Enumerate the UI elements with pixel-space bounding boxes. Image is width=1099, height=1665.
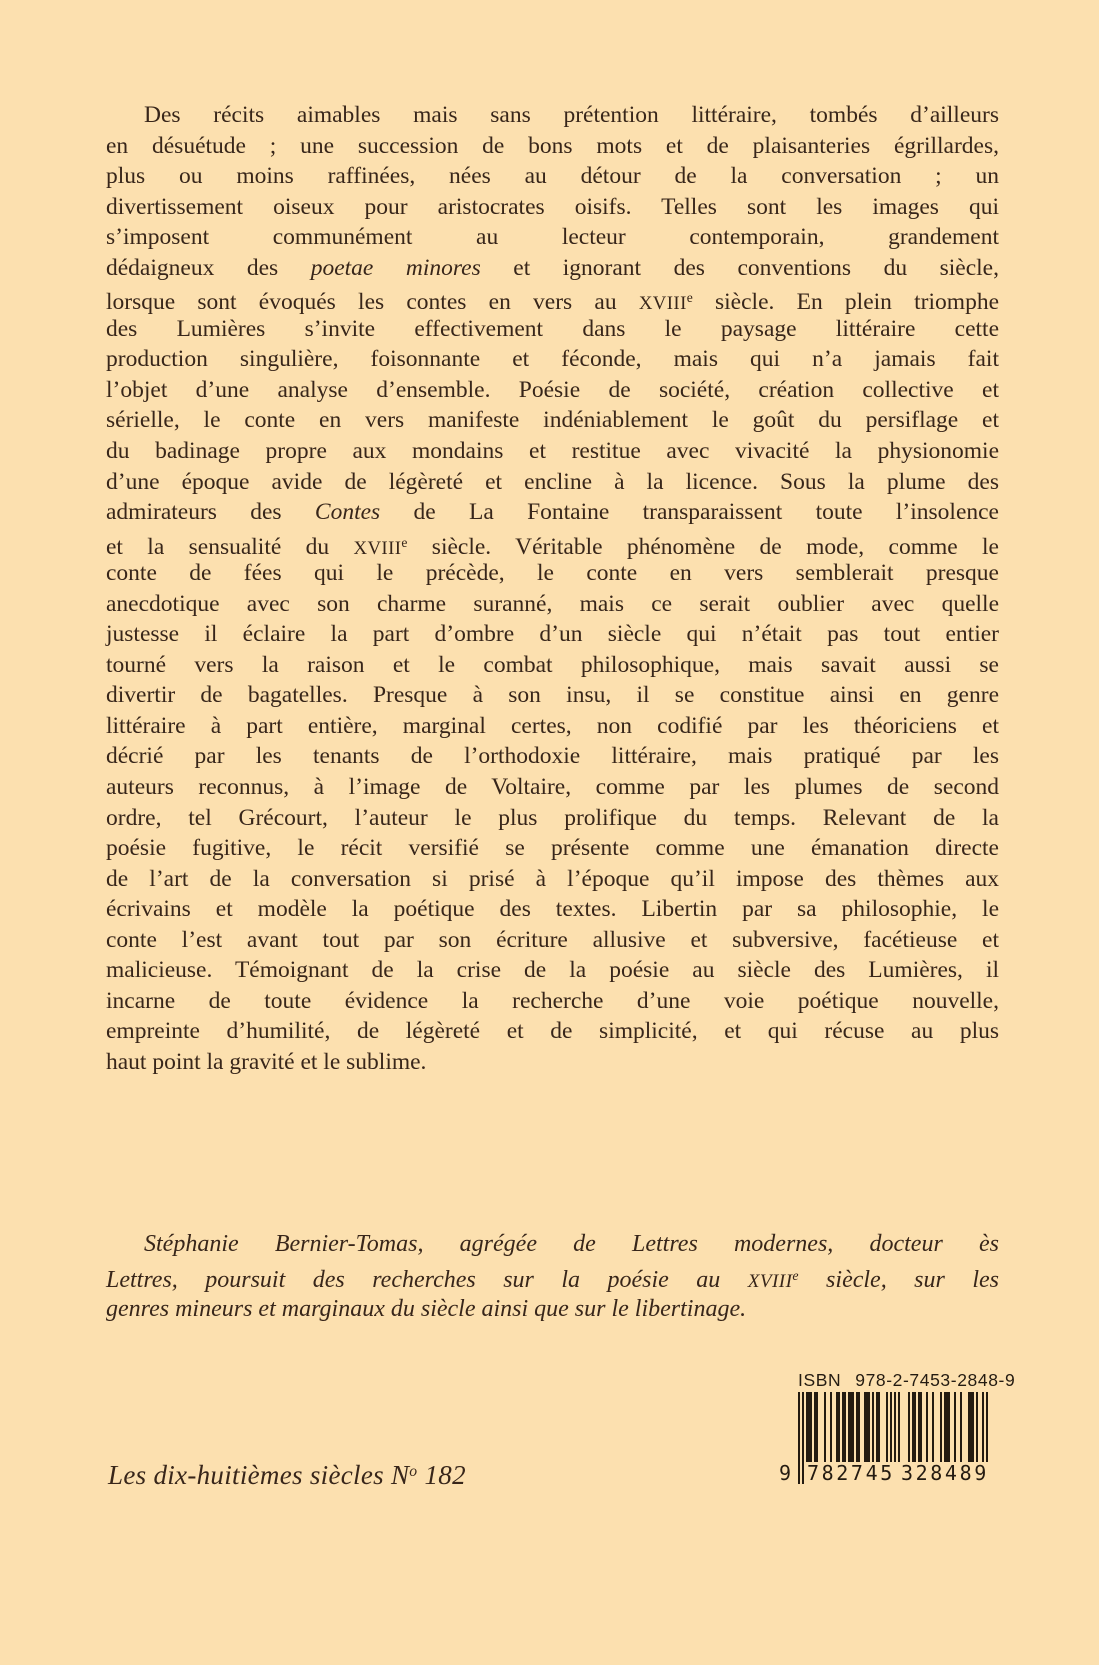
text-segment: dédaigneux des [106, 254, 311, 281]
text-segment: conte de fées qui le précède, le conte en vers semblerait presque [106, 560, 999, 587]
text-line [106, 131, 999, 162]
text-line [106, 864, 999, 895]
text-segment: poetae minores [310, 254, 481, 281]
text-line [106, 344, 999, 375]
author-bio-paragraph [106, 1228, 999, 1326]
text-line [106, 1228, 999, 1261]
text-line [106, 1047, 999, 1078]
text-line [106, 955, 999, 986]
text-segment: XVIII [638, 293, 687, 315]
text-segment: siècle. Véritable phénomène de mode, comme le [407, 533, 999, 560]
text-line [106, 619, 999, 650]
text-segment: de l’art de la conversation si prisé à l’époque qu’il impose des thèmes aux [106, 865, 999, 892]
text-segment: e [686, 290, 693, 306]
text-segment: Stéphanie Bernier-Tomas, agrégée de Lettres modernes, docteur ès [144, 1231, 999, 1257]
text-line [106, 100, 999, 131]
text-segment: et ignorant des conventions du siècle, [480, 254, 999, 281]
text-segment: littéraire à part entière, marginal certes, non codifié par les théoriciens et [106, 712, 999, 739]
text-line [106, 741, 999, 772]
text-segment: Lettres, poursuit des recherches sur la poésie au [106, 1266, 748, 1293]
isbn-label [798, 1370, 1018, 1390]
text-line [106, 711, 999, 742]
barcode-digit-left: 9 [779, 1461, 792, 1485]
text-segment: siècle, sur les [798, 1266, 999, 1293]
text-line [106, 192, 999, 223]
text-segment: et la sensualité du [106, 533, 354, 560]
text-line [106, 772, 999, 803]
text-line [106, 680, 999, 711]
text-segment: e [792, 1268, 799, 1284]
text-line [106, 375, 999, 406]
text-segment: justesse il éclaire la part d’ombre d’un siècle qui n’était pas tout entier [106, 621, 999, 648]
isbn-word: ISBN [798, 1370, 842, 1390]
text-segment: du badinage propre aux mondains et restitue avec vivacité la physionomie [106, 438, 999, 465]
text-line [106, 314, 999, 345]
text-segment: malicieuse. Témoignant de la crise de la poésie au siècle des Lumières, il [106, 957, 999, 984]
text-line [106, 894, 999, 925]
text-segment: divertir de bagatelles. Presque à son insu, il se constitue ainsi en genre [106, 682, 999, 709]
text-segment: ordre, tel Grécourt, l’auteur le plus prolifique du temps. Relevant de la [106, 804, 999, 831]
text-segment: conte l’est avant tout par son écriture allusive et subversive, facétieuse et [106, 926, 999, 953]
text-line [106, 222, 999, 253]
text-line [106, 925, 999, 956]
text-segment: incarne de toute évidence la recherche d’une voie poétique nouvelle, [106, 987, 999, 1014]
text-line [106, 436, 999, 467]
text-line [106, 497, 999, 528]
text-segment: d’une époque avide de légèreté et encline à la licence. Sous la plume des [106, 468, 999, 495]
text-segment: divertissement oiseux pour aristocrates oisifs. Telles sont les images qui [106, 193, 999, 220]
text-segment: s’imposent communément au lecteur contemporain, grandement [106, 224, 999, 251]
text-segment: décrié par les tenants de l’orthodoxie littéraire, mais pratiqué par les [106, 743, 999, 770]
text-line [106, 253, 999, 284]
text-line [106, 1016, 999, 1047]
text-line [106, 467, 999, 498]
text-segment: lorsque sont évoqués les contes en vers au [106, 289, 639, 316]
text-segment: de La Fontaine transparaissent toute l’insolence [380, 499, 999, 526]
text-line [106, 650, 999, 681]
text-segment: Contes [314, 499, 381, 526]
text-segment: o [409, 1462, 418, 1480]
barcode-digits-group2: 328489 [901, 1461, 989, 1485]
text-segment: XVIII [353, 537, 402, 559]
text-segment: production singulière, foisonnante et féconde, mais qui n’a jamais fait [106, 346, 999, 373]
text-line [106, 405, 999, 436]
text-segment: écrivains et modèle la poétique des textes. Libertin par sa philosophie, le [106, 896, 999, 923]
text-segment: l’objet d’une analyse d’ensemble. Poésie de société, création collective et [106, 376, 999, 403]
synopsis-paragraph [106, 100, 999, 1078]
text-segment: haut point la gravité et le sublime. [106, 1048, 427, 1075]
text-line [106, 589, 999, 620]
isbn-block [778, 1370, 1018, 1494]
text-line [106, 1261, 999, 1294]
text-line [106, 833, 999, 864]
isbn-number: 978-2-7453-2848-9 [855, 1370, 1016, 1390]
text-segment: plus ou moins raffinées, nées au détour de la conversation ; un [106, 163, 999, 190]
text-segment: admirateurs des [106, 499, 315, 526]
text-segment: siècle. En plein triomphe [692, 289, 999, 316]
series-title [108, 1460, 466, 1491]
text-segment: Des récits aimables mais sans prétention littéraire, tombés d’ailleurs [144, 102, 999, 128]
text-segment: XVIII [747, 1270, 793, 1292]
text-segment: sérielle, le conte en vers manifeste indéniablement le goût du persiflage et [106, 407, 999, 434]
ean13-barcode [779, 1392, 989, 1494]
text-segment: tourné vers la raison et le combat philosophique, mais savait aussi se [106, 651, 999, 678]
text-line [106, 283, 999, 314]
text-segment: anecdotique avec son charme suranné, mais ce serait oublier avec quelle [106, 590, 999, 617]
barcode-digits-group1: 782745 [807, 1461, 895, 1485]
text-segment: en désuétude ; une succession de bons mots et de plaisanteries égrillardes, [106, 132, 999, 159]
text-line [106, 558, 999, 589]
text-segment: poésie fugitive, le récit versifié se présente comme une émanation directe [106, 835, 999, 862]
text-segment: genres mineurs et marginaux du siècle ainsi que sur le libertinage. [106, 1296, 747, 1322]
text-line [106, 803, 999, 834]
text-segment: empreinte d’humilité, de légèreté et de simplicité, et qui récuse au plus [106, 1018, 999, 1045]
text-line [106, 1293, 999, 1326]
text-line [106, 986, 999, 1017]
text-segment: 182 [417, 1460, 466, 1490]
text-segment: auteurs reconnus, à l’image de Voltaire, comme par les plumes de second [106, 774, 999, 801]
text-line [106, 528, 999, 559]
text-segment: Les dix-huitièmes siècles N [108, 1460, 410, 1490]
text-segment: des Lumières s’invite effectivement dans le paysage littéraire cette [106, 315, 999, 342]
text-segment: e [401, 534, 408, 550]
text-line [106, 161, 999, 192]
